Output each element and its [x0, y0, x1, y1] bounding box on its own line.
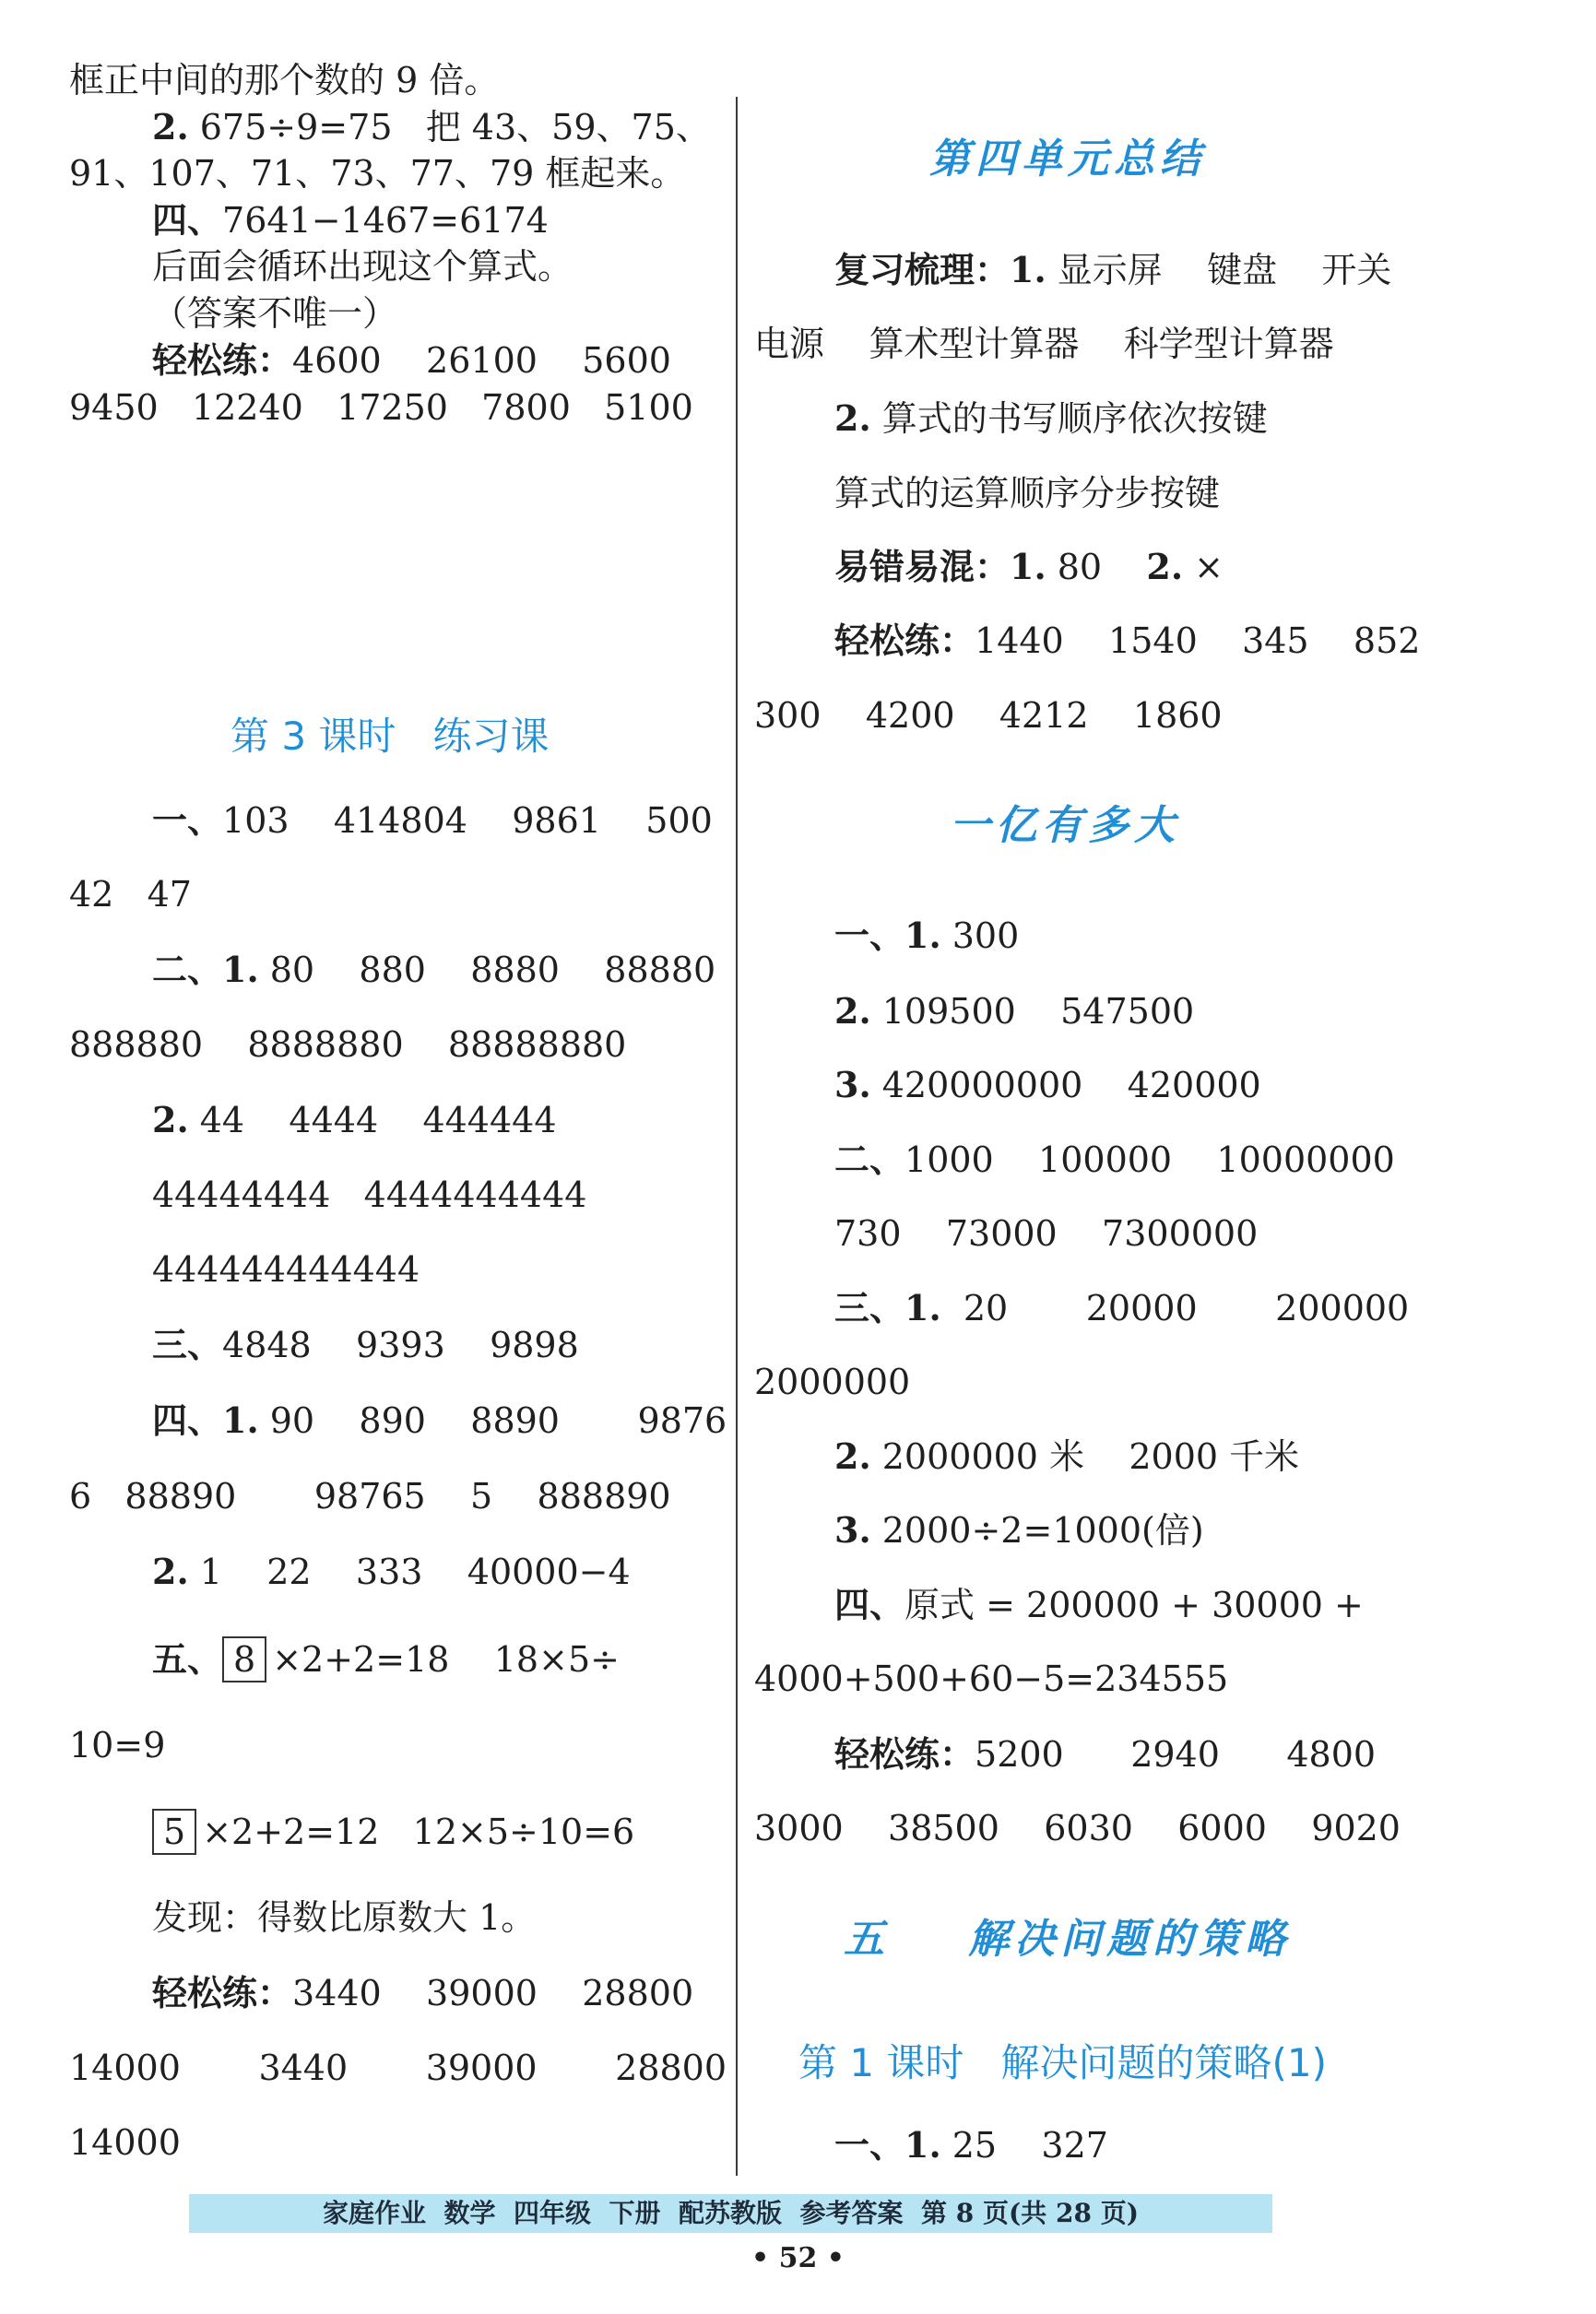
left-line-1: 框正中间的那个数的 9 倍。 [69, 60, 500, 100]
section-label: 二、 [834, 1139, 905, 1180]
section-label: 轻松练： [152, 1972, 293, 2013]
line-text: ×2+2=18 18×5÷ [272, 1639, 620, 1680]
right-line-8 [834, 913, 1019, 959]
left-line-4 [152, 197, 549, 243]
line-text: × [1183, 547, 1224, 587]
section-label: 一、1. [834, 915, 941, 956]
right-line-7: 300 4200 4212 1860 [754, 695, 1223, 736]
line-text: 2000000 米 2000 千米 [870, 1436, 1300, 1477]
line-text: 109500 547500 [870, 991, 1195, 1032]
section-label: 四、 [834, 1584, 905, 1625]
line-text: 2000÷2=1000(倍) [870, 1510, 1204, 1551]
line-text: 4848 9393 9898 [222, 1325, 579, 1365]
line-text: 4600 26100 5600 [292, 340, 671, 381]
line-text: 1 22 333 40000−4 [188, 1552, 631, 1592]
line-text: 显示屏 键盘 开关 [1046, 250, 1392, 290]
column-divider [736, 97, 738, 2176]
section-label: 三、1. [834, 1287, 941, 1328]
right-line-20: 3000 38500 6030 6000 9020 [754, 1808, 1401, 1848]
right-line-14: 2000000 [754, 1362, 911, 1402]
lesson1-title: 第 1 课时 解决问题的策略(1) [798, 2040, 1327, 2085]
section-label: 二、1. [152, 949, 259, 990]
right-line-6 [834, 618, 1420, 664]
left-line-3: 91、107、71、73、77、79 框起来。 [69, 153, 686, 194]
line-text: 420000000 420000 [870, 1065, 1261, 1105]
item-number: 3. [834, 1509, 871, 1551]
left-line-26: 14000 [69, 2122, 181, 2163]
right-line-10 [834, 1062, 1261, 1108]
item-number: 2. [152, 106, 189, 148]
item-number: 2. [1146, 546, 1184, 587]
line-text: 5200 2940 4800 [975, 1734, 1377, 1775]
section-label: 五、 [152, 1638, 223, 1680]
footer-caption: 家庭作业 数学 四年级 下册 配苏教版 参考答案 第 8 页(共 28 页) [323, 2198, 1139, 2228]
right-line-2: 电源 算术型计算器 科学型计算器 [754, 324, 1334, 364]
section-label: 一、 [152, 799, 223, 841]
right-line-12: 730 73000 7300000 [834, 1213, 1259, 1254]
section-label: 轻松练： [834, 620, 975, 661]
left-line-6: （答案不唯一） [152, 293, 398, 334]
right-line-21 [834, 2122, 1108, 2168]
section-label: 三、 [152, 1324, 223, 1365]
left-line-8: 9450 12240 17250 7800 5100 [69, 387, 693, 428]
section-label: 易错易混：1. [834, 546, 1046, 587]
left-line-19 [152, 1549, 631, 1595]
left-line-23: 发现：得数比原数大 1。 [152, 1897, 537, 1938]
right-line-5 [834, 544, 1224, 590]
section-label: 四、 [152, 199, 223, 241]
right-line-13 [834, 1285, 1409, 1331]
left-line-20 [152, 1636, 620, 1682]
item-number: 2. [152, 1551, 189, 1592]
line-text: ×2+2=12 12×5÷10=6 [202, 1812, 635, 1852]
item-number: 2. [834, 1435, 871, 1477]
lesson3-title: 第 3 课时 练习课 [231, 714, 550, 759]
left-line-9 [152, 797, 713, 844]
item-number: 2. [152, 1099, 189, 1140]
line-text: 1000 100000 10000000 [904, 1139, 1395, 1180]
line-text: 3440 39000 28800 [292, 1973, 694, 2013]
left-line-12: 888880 8888880 88888880 [69, 1024, 627, 1065]
left-line-22 [152, 1809, 634, 1855]
left-line-2 [152, 104, 711, 150]
boxed-number: 8 [222, 1636, 266, 1682]
left-line-10: 42 47 [69, 874, 192, 915]
item-number: 3. [834, 1064, 871, 1105]
left-line-25: 14000 3440 39000 28800 [69, 2048, 727, 2088]
line-text: 103 414804 9861 500 [222, 800, 713, 841]
section-label: 一、1. [834, 2124, 941, 2166]
section-label: 四、1. [152, 1399, 259, 1441]
line-text: 20 20000 200000 [940, 1288, 1410, 1328]
left-line-15: 444444444444 [152, 1249, 420, 1290]
left-line-5: 后面会循环出现这个算式。 [152, 246, 573, 287]
item-number: 2. [834, 397, 871, 439]
right-line-9 [834, 988, 1194, 1034]
unit5-title: 五 解决问题的策略 [844, 1916, 1292, 1963]
left-line-16 [152, 1322, 579, 1368]
line-text: 80 880 8880 88880 [258, 950, 716, 990]
left-line-17 [152, 1398, 727, 1444]
page-number: • 52 • [751, 2242, 845, 2274]
line-text: 25 327 [940, 2125, 1108, 2166]
line-text: 675÷9=75 把 43、59、75、 [188, 107, 711, 148]
left-line-7 [152, 337, 671, 384]
boxed-number: 5 [152, 1809, 196, 1855]
section-label: 轻松练： [152, 339, 293, 381]
right-line-4: 算式的运算顺序分步按键 [834, 473, 1221, 514]
line-text: 90 890 8890 9876 [258, 1400, 727, 1441]
line-text: 1440 1540 345 852 [975, 620, 1421, 661]
right-line-11 [834, 1137, 1395, 1183]
line-text: 44 4444 444444 [188, 1100, 557, 1140]
line-text: 80 [1046, 547, 1147, 587]
line-text: 原式 = 200000 + 30000 + [904, 1585, 1364, 1625]
item-number: 2. [834, 990, 871, 1032]
line-text: 300 [940, 915, 1020, 956]
yiyi-title: 一亿有多大 [950, 802, 1180, 849]
left-line-11 [152, 947, 715, 993]
left-line-18: 6 88890 98765 5 888890 [69, 1476, 671, 1517]
left-line-21: 10=9 [69, 1725, 166, 1765]
left-line-13 [152, 1097, 557, 1143]
right-line-15 [834, 1434, 1299, 1480]
right-line-3 [834, 396, 1268, 442]
left-line-14: 44444444 4444444444 [152, 1175, 587, 1215]
right-line-19 [834, 1731, 1376, 1777]
right-line-18: 4000+500+60−5=234555 [754, 1659, 1229, 1699]
right-line-16 [834, 1507, 1204, 1553]
section-label: 轻松练： [834, 1733, 975, 1775]
unit4-summary-title: 第四单元总结 [929, 136, 1206, 183]
line-text: 7641−1467=6174 [222, 200, 549, 241]
section-label: 复习梳理：1. [834, 249, 1046, 290]
line-text: 算式的书写顺序依次按键 [870, 398, 1268, 439]
left-line-24 [152, 1970, 693, 2016]
right-line-17 [834, 1582, 1364, 1628]
right-line-1 [834, 247, 1391, 293]
